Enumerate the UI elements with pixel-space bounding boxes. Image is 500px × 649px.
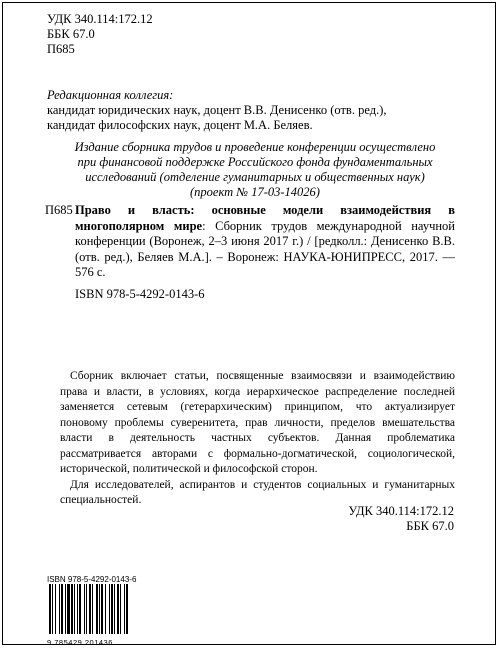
barcode-block [47, 575, 167, 647]
annotation [60, 369, 455, 509]
barcode-bar [96, 584, 98, 634]
barcode-bar [59, 584, 60, 634]
editorial-board-member: кандидат юридических наук, доцент В.В. Денисенко (отв. ред.), [47, 103, 387, 117]
barcode-bar [114, 584, 115, 634]
editorial-board-member: кандидат философских наук, доцент М.А. Беляев. [47, 118, 313, 132]
barcode-bar [120, 584, 121, 634]
barcode-icon [47, 584, 163, 634]
barcode-isbn-label: ISBN 978-5-4292-0143-6 [47, 575, 137, 584]
footer-bbk-code: ББК 67.0 [406, 519, 454, 533]
barcode-bar [79, 584, 81, 634]
book-title: Право и власть: основные модели взаимодействия в многополярном мире [75, 203, 455, 233]
barcode-bar [67, 584, 70, 634]
author-sign-code: П685 [47, 42, 75, 56]
book-description: : Сборник трудов международной научной конференции (Воронеж, 2–3 июня 2017 г.) / [редколл.: Денисенко В.В. (отв. ред.), Беляев М.А.]. – Воронеж: НАУКА-ЮНИПРЕСС, 2017. — 576 с. [75, 218, 455, 280]
audience-text: Для исследователей, аспирантов и студентов социальных и гуманитарных специальностей. [60, 478, 455, 506]
barcode-bar [89, 584, 91, 634]
editorial-board-heading: Редакционная коллегия: [47, 88, 174, 102]
isbn: ISBN 978-5-4292-0143-6 [75, 287, 205, 301]
funding-line: при финансовой поддержке Российского фонда фундаментальных [77, 155, 433, 169]
bibliographic-entry [75, 203, 455, 281]
barcode-bar [86, 584, 87, 634]
classification-block [47, 12, 153, 57]
entry-code: П685 [45, 203, 73, 217]
barcode-bar [84, 584, 85, 634]
barcode-bar [124, 584, 125, 634]
barcode-digits: 9 785429 201436 [47, 638, 113, 647]
barcode-bar [61, 584, 63, 634]
funding-notice [60, 140, 450, 200]
barcode-bar [105, 584, 106, 634]
barcode-bar [111, 584, 113, 634]
barcode-bar [109, 584, 110, 634]
funding-line: исследований (отделение гуманитарных и общественных наук) [85, 170, 425, 184]
funding-project-number: (проект № 17-03-14026) [190, 185, 320, 199]
barcode-bar [71, 584, 73, 634]
udk-code: УДК 340.114:172.12 [47, 12, 153, 26]
barcode-bar [55, 584, 56, 634]
footer-classification [348, 504, 454, 534]
barcode-bar [126, 584, 128, 634]
barcode-bar [74, 584, 75, 634]
barcode-bar [117, 584, 119, 634]
bbk-code: ББК 67.0 [47, 27, 95, 41]
funding-line: Издание сборника трудов и проведение конференции осуществлено [74, 140, 436, 154]
barcode-bar [99, 584, 100, 634]
annotation-text: Сборник включает статьи, посвященные взаимосвязи и взаимодействию права и власти, в условиях, когда иерархическое распределение последней заменяется сетевым (гетерархическим) принципом, что актуализирует поновому проблемы суверенитета, прав личности, пределов вмешательства власти в деятельность частных субъектов. Данная проблематика рассматривается авторами с формально-догматической, социологической, исторической, политической и философской сторон. [60, 370, 455, 475]
barcode-bar [52, 584, 53, 634]
barcode-bar [49, 584, 51, 634]
barcode-bar [77, 584, 78, 634]
barcode-bar [65, 584, 66, 634]
footer-udk-code: УДК 340.114:172.12 [348, 504, 454, 518]
barcode-bar [92, 584, 93, 634]
barcode-bar [101, 584, 103, 634]
